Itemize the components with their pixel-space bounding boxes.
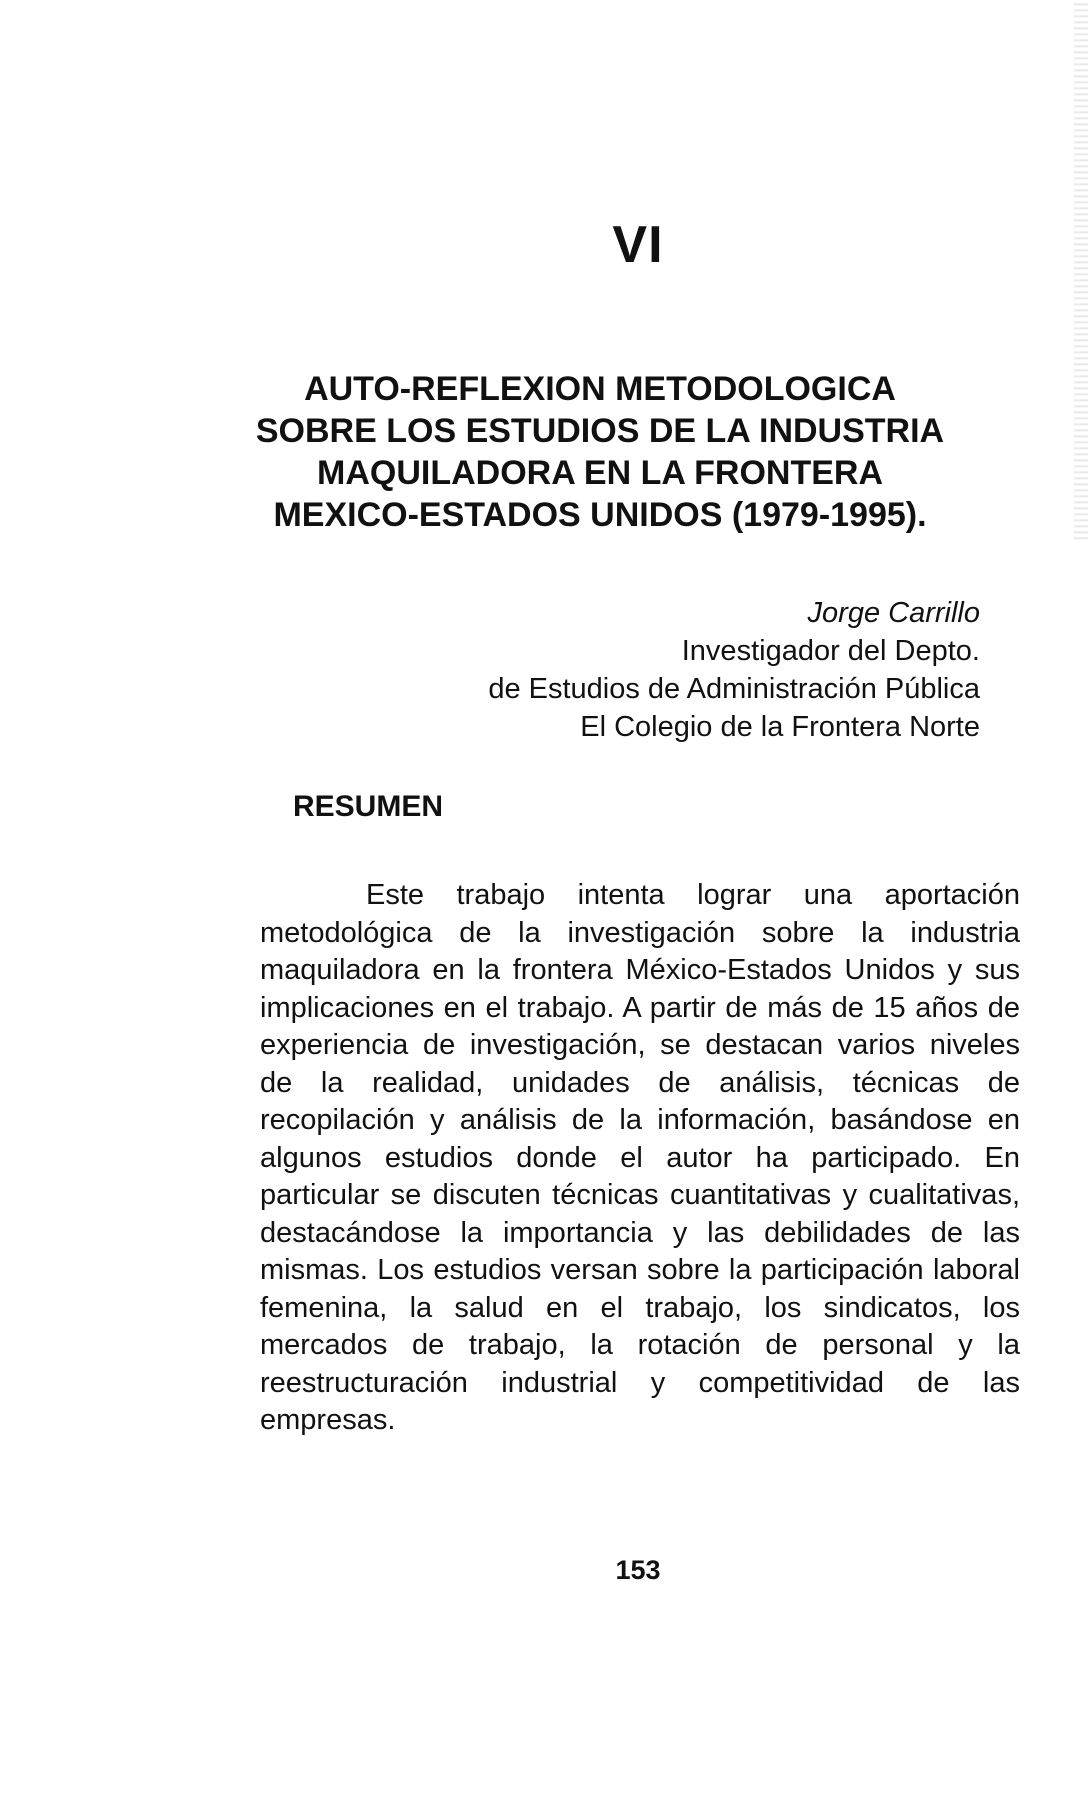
title-line: MEXICO-ESTADOS UNIDOS (1979-1995). — [273, 496, 927, 534]
page-number: 153 — [615, 1555, 661, 1585]
chapter-title — [200, 368, 1000, 536]
abstract-paragraph: Este trabajo intenta lograr una aportación metodológica de la investigación sobre la industria maquiladora en la frontera México-Estados Unidos y sus implicaciones en el trabajo. A partir de más de 15 años de experiencia de investigación, se destacan varios niveles de la realidad, unidades de análisis, técnicas de recopilación y análisis de la información, basándose en algunos estudios donde el autor ha participado. En particular se discuten técnicas cuantitativas y cualitativas, destacándose la importancia y las debilidades de las mismas. Los estudios versan sobre la participación laboral femenina, la salud en el trabajo, los sindicatos, los mercados de trabajo, la rotación de personal y la reestructuración industrial y competitividad de las empresas. — [260, 879, 1020, 1436]
author-institution: El Colegio de la Frontera Norte — [580, 711, 980, 743]
author-position: Investigador del Depto. — [681, 635, 980, 667]
title-line: SOBRE LOS ESTUDIOS DE LA INDUSTRIA — [255, 412, 945, 450]
author-department: de Estudios de Administración Pública — [488, 673, 980, 705]
title-line: MAQUILADORA EN LA FRONTERA — [317, 454, 883, 492]
title-line: AUTO-REFLEXION METODOLOGICA — [304, 370, 896, 408]
author-name: Jorge Carrillo — [807, 597, 980, 629]
section-heading: RESUMEN — [293, 790, 444, 823]
author-block — [280, 594, 980, 746]
chapter-number: VI — [612, 216, 664, 274]
